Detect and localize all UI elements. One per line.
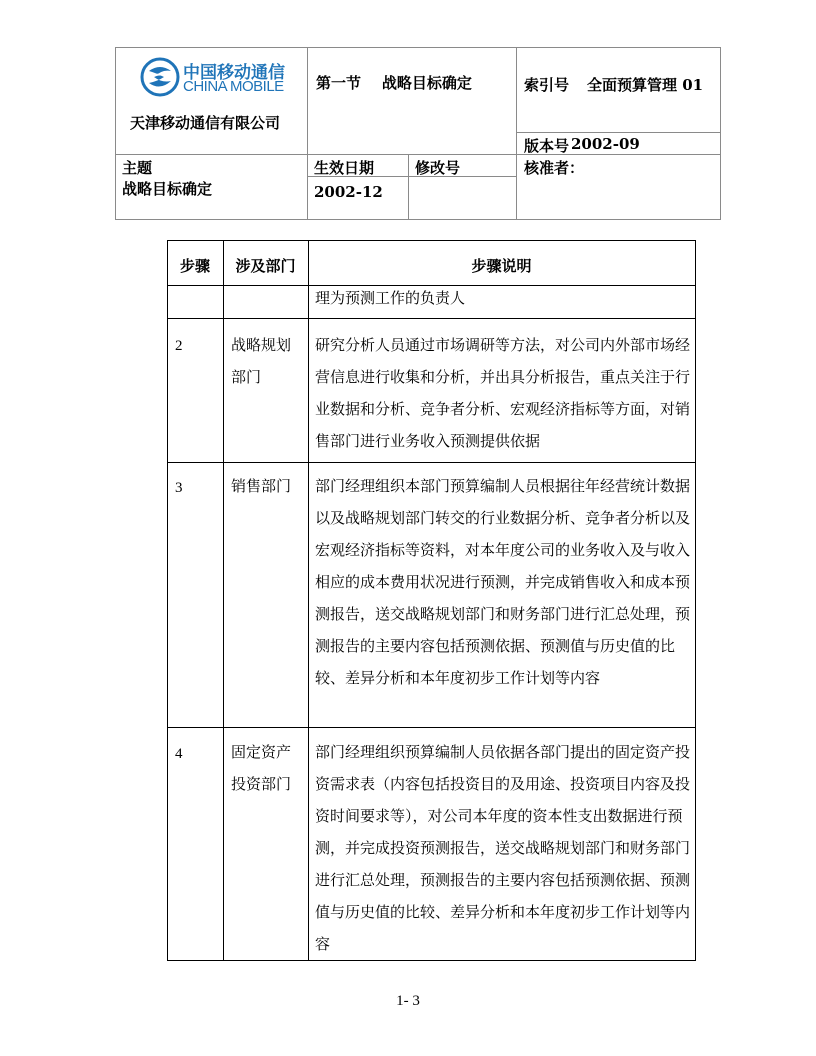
china-mobile-logo <box>140 56 290 98</box>
table-row-department: 固定资产投资部门 <box>231 743 292 793</box>
section-title: 第一节 战略目标确定 <box>316 74 472 92</box>
logo-text-cn: 中国移动通信 <box>183 63 285 83</box>
table-row-description: 研究分析人员通过市场调研等方法，对公司内外部市场经营信息进行收集和分析，并出具分析报告，重点关注于行业数据和分析、竞争者分析、宏观经济指标等方面，对销售部门进行业务收入预测提供依据 <box>315 336 691 450</box>
china-mobile-logo-icon <box>140 57 180 97</box>
effective-date-label: 生效日期 <box>314 159 375 177</box>
version-label: 版本号 <box>524 137 570 155</box>
topic-value: 战略目标确定 <box>122 180 213 198</box>
table-row-department: 销售部门 <box>231 477 292 495</box>
column-header-step: 步骤 <box>179 257 210 275</box>
index-number-value: 全面预算管理 01 <box>587 76 704 94</box>
table-row-step: 3 <box>175 480 183 496</box>
table-row-step: 4 <box>175 746 183 762</box>
column-header-description: 步骤说明 <box>471 257 532 275</box>
column-header-department: 涉及部门 <box>235 257 296 275</box>
table-row-department: 战略规划部门 <box>231 336 292 386</box>
revision-label: 修改号 <box>415 159 461 177</box>
version-value: 2002-09 <box>571 135 640 153</box>
table-row-description: 理为预测工作的负责人 <box>315 289 466 307</box>
table-row-step: 2 <box>175 338 183 354</box>
logo-text-en: CHINA MOBILE <box>183 78 284 95</box>
table-row-description: 部门经理组织预算编制人员依据各部门提出的固定资产投资需求表（内容包括投资目的及用途、投资项目内容及投资时间要求等），对公司本年度的资本性支出数据进行预测，并完成投资预测报告，送交战略规划部门和财务部门进行汇总处理，预测报告的主要内容包括预测依据、预测值与历史值的比较、差异分析和本年度初步工作计划等内容 <box>315 743 691 953</box>
effective-date-value: 2002-12 <box>314 183 383 201</box>
topic-label: 主题 <box>122 159 153 177</box>
approver-label: 核准者： <box>524 159 585 177</box>
table-row-description: 部门经理组织本部门预算编制人员根据往年经营统计数据以及战略规划部门转交的行业数据分析、竞争者分析以及宏观经济指标等资料，对本年度公司的业务收入及与收入相应的成本费用状况进行预测，并完成销售收入和成本预测报告，送交战略规划部门和财务部门进行汇总处理，预测报告的主要内容包括预测依据、预测值与历史值的比较、差异分析和本年度初步工作计划等内容 <box>315 477 691 687</box>
page-number: 1- 3 <box>396 993 420 1009</box>
index-number-label: 索引号 <box>524 76 570 94</box>
company-name: 天津移动通信有限公司 <box>130 114 281 132</box>
